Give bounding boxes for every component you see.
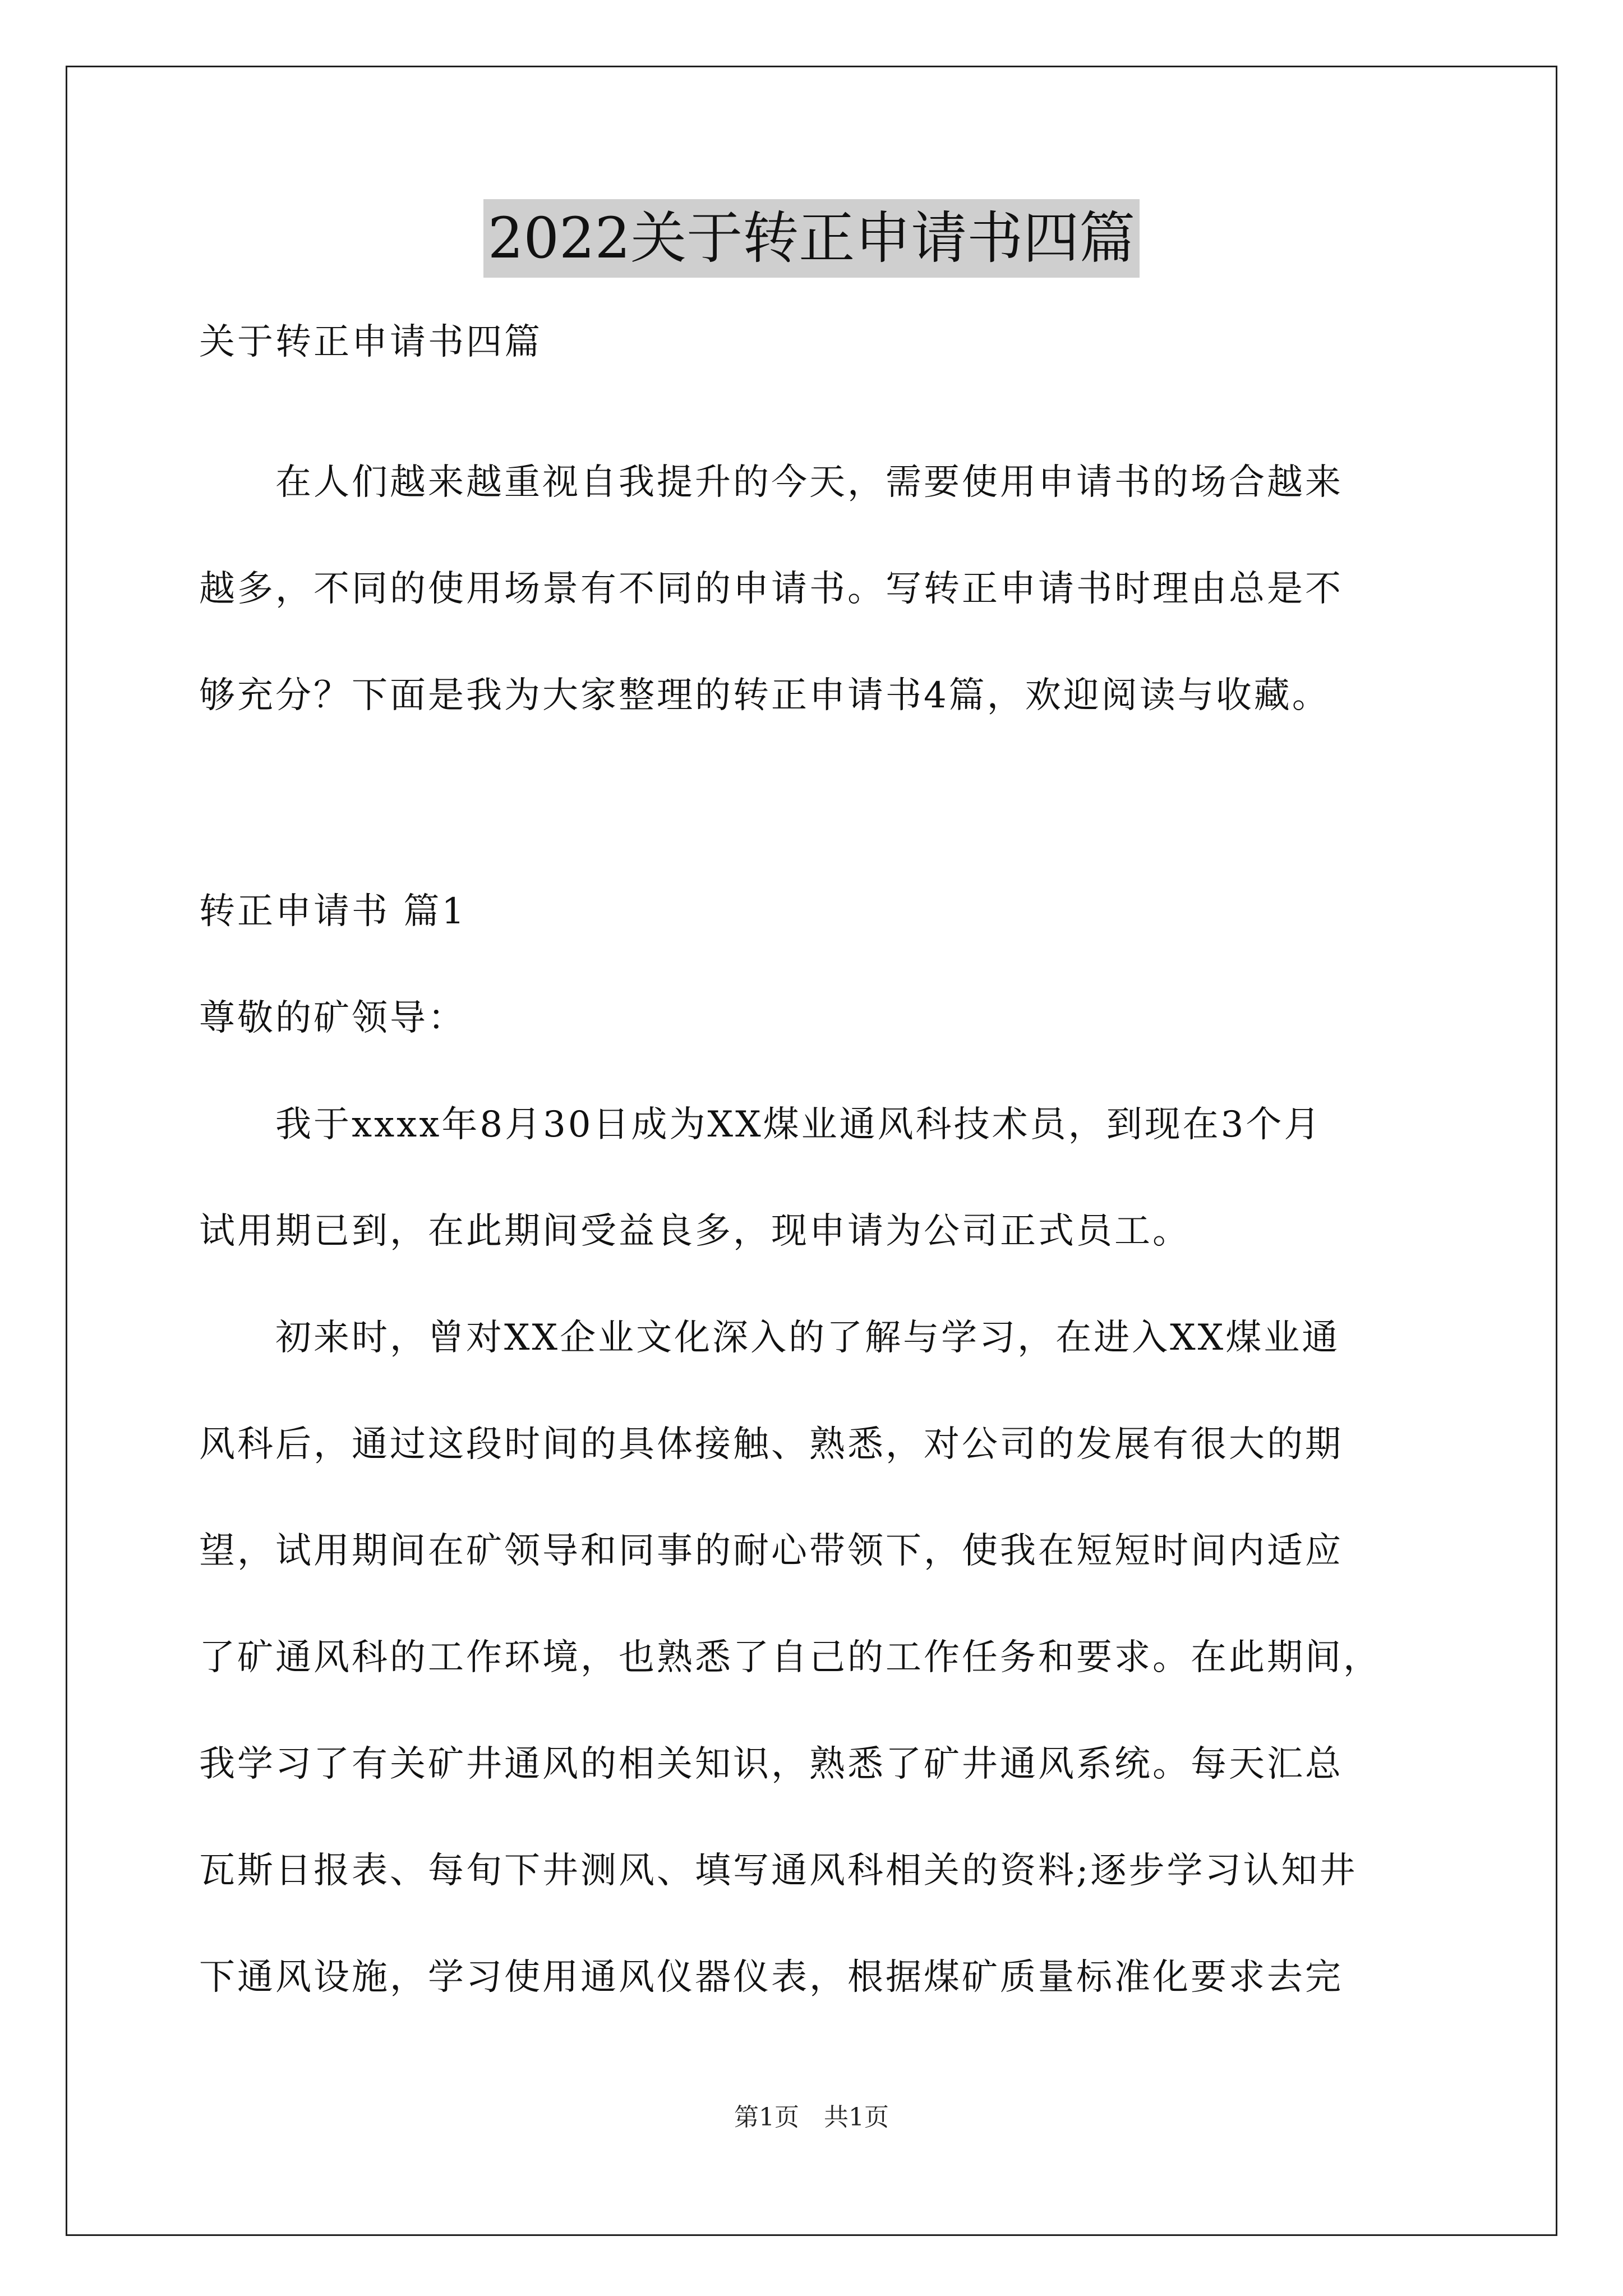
body-line: 风科后，通过这段时间的具体接触、熟悉，对公司的发展有很大的期 — [199, 1424, 1343, 1465]
subtitle-line: 关于转正申请书四篇 — [199, 321, 542, 363]
body-line: 瓦斯日报表、每旬下井测风、填写通风科相关的资料;逐步学习认知井 — [199, 1850, 1358, 1892]
body-line: 在人们越来越重视自我提升的今天，需要使用申请书的场合越来 — [199, 462, 1343, 503]
title-container — [0, 199, 1623, 278]
body-line: 试用期已到，在此期间受益良多，现申请为公司正式员工。 — [199, 1211, 1191, 1252]
page-footer: 第1页 共1页 — [734, 2103, 889, 2132]
body-line: 我学习了有关矿井通风的相关知识，熟悉了矿井通风系统。每天汇总 — [199, 1743, 1343, 1785]
body-line: 望，试用期间在矿领导和同事的耐心带领下，使我在短短时间内适应 — [199, 1530, 1343, 1572]
body-line: 我于xxxx年8月30日成为XX煤业通风科技术员，到现在3个月 — [199, 1104, 1322, 1145]
salutation: 尊敬的矿领导： — [199, 997, 466, 1039]
section-heading: 转正申请书 篇1 — [199, 891, 467, 932]
body-line: 初来时，曾对XX企业文化深入的了解与学习，在进入XX煤业通 — [199, 1317, 1340, 1359]
body-line: 下通风设施，学习使用通风仪器仪表，根据煤矿质量标准化要求去完 — [199, 1957, 1343, 1998]
body-line: 了矿通风科的工作环境，也熟悉了自己的工作任务和要求。在此期间， — [199, 1637, 1381, 1678]
body-line: 越多，不同的使用场景有不同的申请书。写转正申请书时理由总是不 — [199, 568, 1343, 610]
document-title: 2022关于转正申请书四篇 — [483, 199, 1140, 278]
body-line: 够充分？下面是我为大家整理的转正申请书4篇，欢迎阅读与收藏。 — [199, 675, 1330, 716]
